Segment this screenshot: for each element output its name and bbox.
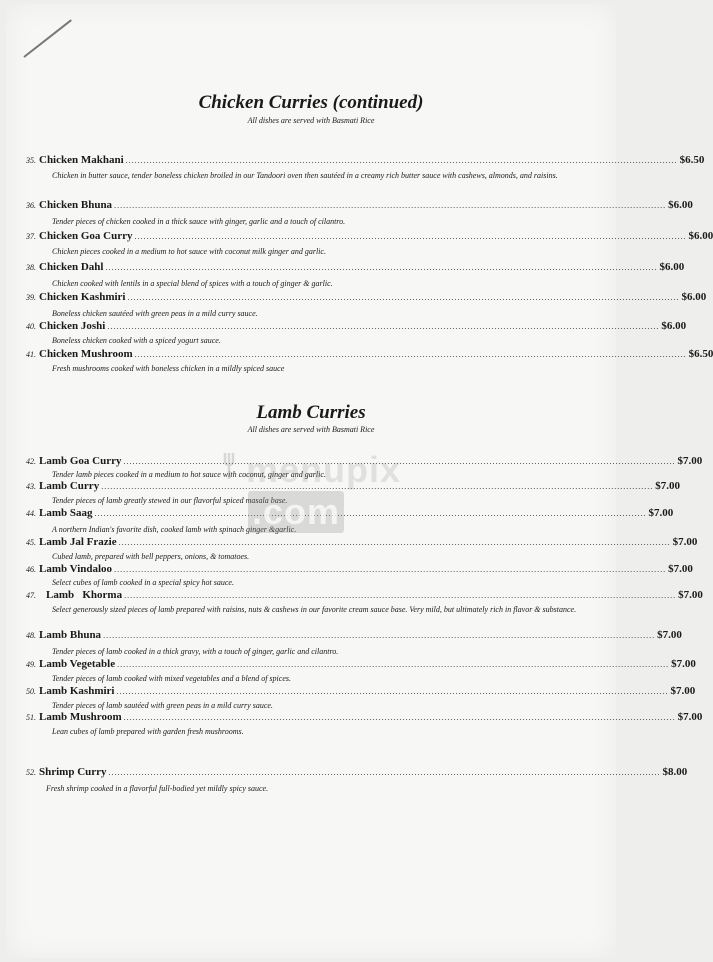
item-price: $7.00 [655, 480, 680, 492]
item-price: $7.00 [670, 685, 696, 697]
menu-item-41 [26, 348, 713, 361]
watermark-domain: .com [248, 491, 344, 533]
item-number: 47. [26, 591, 36, 600]
item-description: Tender pieces of lamb greatly stewed in our flavorful spiced masala base. [52, 496, 288, 505]
leader-dots: ........................................................................................................................................................................................ [101, 482, 654, 491]
leader-dots: ........................................................................................................................................................................................ [125, 156, 678, 165]
item-name: Lamb Vegetable [39, 658, 116, 670]
item-number: 36. [26, 201, 36, 210]
item-number: 40. [26, 322, 36, 331]
item-description: Cubed lamb, prepared with bell peppers, onions, & tomatoes. [52, 552, 250, 561]
item-name: Shrimp Curry [39, 766, 107, 778]
item-number: 43. [26, 482, 36, 491]
menu-item-45 [26, 536, 698, 549]
paper-fold-mark [23, 19, 72, 58]
item-number: 42. [26, 457, 36, 466]
leader-dots: ........................................................................................................................................................................................ [134, 350, 687, 359]
item-price: $7.00 [677, 455, 703, 467]
item-price: $6.00 [668, 199, 693, 211]
item-name: Chicken Dahl [39, 261, 104, 273]
leader-dots: ........................................................................................................................................................................................ [94, 509, 647, 518]
item-name: Lamb Kashmiri [39, 685, 115, 697]
item-number: 41. [26, 350, 36, 359]
item-description: Select generously sized pieces of lamb prepared with raisins, nuts & cashews in our favorite cream sauce base. Very mild, but ultimately rich in flavor & substance. [52, 605, 577, 614]
item-name: Lamb Goa Curry [39, 455, 122, 467]
item-name: Chicken Kashmiri [39, 291, 126, 303]
menu-item-39 [26, 291, 707, 304]
leader-dots: ........................................................................................................................................................................................ [117, 660, 670, 669]
item-price: $6.00 [681, 291, 707, 303]
item-description: Tender lamb pieces cooked in a medium to hot sauce with coconut, ginger and garlic. [52, 470, 326, 479]
item-description: Boneless chicken sautéed with green peas in a mild curry sauce. [52, 309, 258, 318]
leader-dots: ........................................................................................................................................................................................ [124, 591, 677, 600]
item-description: Chicken in butter sauce, tender boneless chicken broiled in our Tandoori oven then sautéed in a creamy rich butter sauce with cashews, almonds, and raisins. [52, 171, 558, 180]
item-description: Select cubes of lamb cooked in a special spicy hot sauce. [52, 578, 234, 587]
item-number: 48. [26, 631, 36, 640]
item-number: 38. [26, 263, 36, 272]
item-number: 45. [26, 538, 36, 547]
item-description: Fresh shrimp cooked in a flavorful full-bodied yet mildly spicy sauce. [46, 784, 269, 793]
item-name: Chicken Joshi [39, 320, 106, 332]
item-price: $7.00 [648, 507, 674, 519]
leader-dots: ........................................................................................................................................................................................ [114, 565, 667, 574]
menu-item-48 [26, 629, 682, 642]
leader-dots: ........................................................................................................................................................................................ [118, 538, 671, 547]
item-description: Fresh mushrooms cooked with boneless chicken in a mildly spiced sauce [52, 364, 285, 373]
item-price: $6.00 [659, 261, 685, 273]
fork-watermark-icon [219, 451, 245, 481]
item-number: 39. [26, 293, 36, 302]
item-name: Chicken Mushroom [39, 348, 133, 360]
item-number: 44. [26, 509, 36, 518]
menu-item-35 [26, 154, 705, 167]
menu-item-51 [26, 711, 703, 724]
item-name: Lamb Saag [39, 507, 93, 519]
chicken-section-title: Chicken Curries (continued) [198, 92, 424, 113]
item-name: Chicken Goa Curry [39, 230, 133, 242]
leader-dots: ........................................................................................................................................................................................ [107, 322, 660, 331]
item-number: 46. [26, 565, 36, 574]
item-name: Lamb Khorma [46, 589, 123, 601]
leader-dots: ........................................................................................................................................................................................ [127, 293, 680, 302]
menu-item-38 [26, 261, 685, 274]
item-name: Lamb Jal Frazie [39, 536, 117, 548]
menu-page [6, 4, 713, 958]
item-description: Tender pieces of lamb cooked with mixed vegetables and a blend of spices. [52, 674, 291, 683]
item-price: $7.00 [671, 658, 696, 670]
item-description: Boneless chicken cooked with a spiced yogurt sauce. [52, 336, 221, 345]
item-description: Tender pieces of lamb cooked in a thick gravy, with a touch of ginger, garlic and cilantro. [52, 647, 339, 656]
item-description: Chicken pieces cooked in a medium to hot sauce with coconut milk ginger and garlic. [52, 247, 326, 256]
item-description: Chicken cooked with lentils in a special blend of spices with a touch of ginger & garlic. [52, 279, 333, 288]
item-name: Lamb Curry [39, 480, 100, 492]
chicken-section-subtitle: All dishes are served with Basmati Rice [247, 116, 375, 125]
item-number: 50. [26, 687, 36, 696]
item-number: 49. [26, 660, 36, 669]
menu-item-36 [26, 199, 693, 212]
item-description: Lean cubes of lamb prepared with garden fresh mushrooms. [52, 727, 244, 736]
leader-dots: ........................................................................................................................................................................................ [134, 232, 687, 241]
item-price: $7.00 [672, 536, 698, 548]
item-price: $7.00 [677, 711, 703, 723]
item-name: Lamb Bhuna [39, 629, 102, 641]
menu-item-47 [26, 589, 703, 602]
menupix-watermark [246, 449, 496, 532]
item-price: $6.50 [679, 154, 705, 166]
leader-dots: ........................................................................................................................................................................................ [116, 687, 669, 696]
watermark-text: menupix [246, 449, 402, 490]
item-number: 37. [26, 232, 36, 241]
item-price: $6.00 [688, 230, 713, 242]
item-number: 51. [26, 713, 36, 722]
item-name: Chicken Bhuna [39, 199, 113, 211]
menu-item-40 [26, 320, 687, 333]
leader-dots: ........................................................................................................................................................................................ [108, 768, 661, 777]
item-price: $7.00 [668, 563, 693, 575]
menu-item-52 [26, 766, 688, 779]
menu-item-50 [26, 685, 696, 698]
lamb-section-subtitle: All dishes are served with Basmati Rice [247, 425, 375, 434]
leader-dots: ........................................................................................................................................................................................ [123, 457, 676, 466]
menu-item-46 [26, 563, 693, 576]
item-description: A northern Indian's favorite dish, cooked lamb with spinach ginger &garlic. [52, 525, 297, 534]
leader-dots: ........................................................................................................................................................................................ [123, 713, 676, 722]
item-price: $7.00 [657, 629, 682, 641]
item-name: Lamb Mushroom [39, 711, 122, 723]
item-name: Chicken Makhani [39, 154, 124, 166]
item-price: $7.00 [678, 589, 703, 601]
leader-dots: ........................................................................................................................................................................................ [114, 201, 667, 210]
leader-dots: ........................................................................................................................................................................................ [105, 263, 658, 272]
item-price: $6.00 [661, 320, 687, 332]
item-price: $6.50 [688, 348, 713, 360]
item-name: Lamb Vindaloo [39, 563, 113, 575]
item-description: Tender pieces of lamb sautéed with green peas in a mild curry sauce. [52, 701, 273, 710]
leader-dots: ........................................................................................................................................................................................ [103, 631, 656, 640]
menu-item-49 [26, 658, 696, 671]
item-price: $8.00 [662, 766, 688, 778]
item-description: Tender pieces of chicken cooked in a thick sauce with ginger, garlic and a touch of cilantro. [52, 217, 346, 226]
lamb-section-title: Lamb Curries [256, 402, 366, 423]
item-number: 52. [26, 768, 36, 777]
menu-item-37 [26, 230, 713, 243]
item-number: 35. [26, 156, 36, 165]
